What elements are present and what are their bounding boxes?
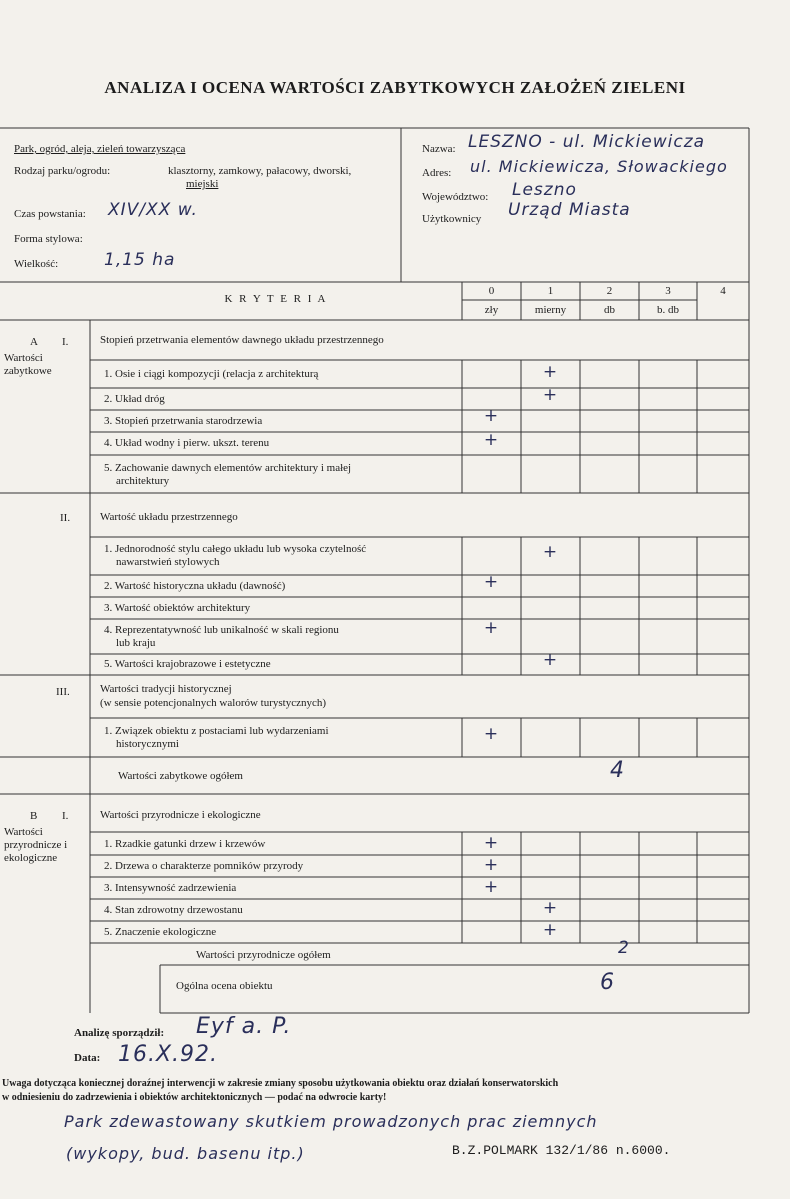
mark-b1-1: + xyxy=(483,833,500,853)
criterion-a2-2: 2. Wartość historyczna układu (dawność) xyxy=(104,580,286,592)
group-title-3a: Wartości tradycji historycznej xyxy=(100,683,232,695)
name-label: Nazwa: xyxy=(422,143,456,155)
park-type-label: Rodzaj parku/ogrodu: xyxy=(14,165,111,177)
col-1-name: mierny xyxy=(534,304,567,316)
section-a-roman: I. xyxy=(62,336,69,348)
mark-a2-4: + xyxy=(483,618,500,638)
overall-label: Ogólna ocena obiektu xyxy=(176,980,273,992)
users-value: Urząd Miasta xyxy=(508,200,631,220)
origin-value: XIV/XX w. xyxy=(108,200,198,220)
criteria-label: K R Y T E R I A xyxy=(224,293,328,305)
address-label: Adres: xyxy=(422,167,452,179)
mark-a2-2: + xyxy=(483,572,500,592)
col-3-number: 3 xyxy=(665,285,671,297)
province-value: Leszno xyxy=(512,180,577,200)
date-label: Data: xyxy=(74,1052,101,1064)
heritage-total-label: Wartości zabytkowe ogółem xyxy=(118,770,243,782)
criterion-b1-2: 2. Drzewa o charakterze pomników przyrody xyxy=(104,860,304,872)
nature-total-label: Wartości przyrodnicze ogółem xyxy=(196,949,331,961)
group-title-4: Wartości przyrodnicze i ekologiczne xyxy=(100,809,261,821)
criterion-a1-3: 3. Stopień przetrwania starodrzewia xyxy=(104,415,263,427)
nature-total-value: 2 xyxy=(618,938,630,958)
mark-a1-4: + xyxy=(483,430,500,450)
col-2-number: 2 xyxy=(606,285,613,297)
mark-a1-3: + xyxy=(483,406,500,426)
criterion-a1-5: 5. Zachowanie dawnych elementów architektury i małej architektury xyxy=(104,462,352,487)
criterion-a2-1: 1. Jednorodność stylu całego układu lub wysoka czytelność nawarstwień stylowych xyxy=(104,543,367,568)
group-title-1: Stopień przetrwania elementów dawnego układu przestrzennego xyxy=(100,334,384,346)
page-title: ANALIZA I OCENA WARTOŚCI ZABYTKOWYCH ZAŁOŻEŃ ZIELENI xyxy=(104,78,686,97)
users-label: Użytkownicy xyxy=(422,213,482,225)
mark-a2-5: + xyxy=(542,650,559,670)
group-title-3b: (w sensie potencjonalnych walorów turystycznych) xyxy=(100,697,327,709)
prepared-by-signature: Eyf a. P. xyxy=(196,1014,292,1039)
style-label: Forma stylowa: xyxy=(14,233,83,245)
object-kind-label: Park, ogród, aleja, zieleń towarzysząca xyxy=(14,143,186,155)
group-title-2: Wartość układu przestrzennego xyxy=(100,511,238,523)
park-type-options: klasztorny, zamkowy, pałacowy, dworski, xyxy=(168,165,352,177)
handwritten-note-1: Park zdewastowany skutkiem prowadzonych prac ziemnych xyxy=(64,1112,598,1131)
criterion-a2-5: 5. Wartości krajobrazowe i estetyczne xyxy=(104,658,271,670)
criterion-a1-1: 1. Osie i ciągi kompozycji (relacja z architekturą xyxy=(104,368,319,380)
col-4-number: 4 xyxy=(720,285,726,297)
section-a3-roman: III. xyxy=(56,686,70,698)
criterion-a3-1: 1. Związek obiektu z postaciami lub wydarzeniami historycznymi xyxy=(104,725,329,750)
mark-b1-3: + xyxy=(483,877,500,897)
criterion-a1-4: 4. Układ wodny i pierw. ukszt. terenu xyxy=(104,437,270,449)
park-type-selected: miejski xyxy=(186,178,219,190)
date-value: 16.X.92. xyxy=(118,1042,219,1067)
mark-a3-1: + xyxy=(483,724,500,744)
criterion-a2-3: 3. Wartość obiektów architektury xyxy=(104,602,251,614)
mark-b1-5: + xyxy=(542,920,559,940)
note-line-2: w odniesieniu do zadrzewienia i obiektów architektonicznych — podać na odwrocie karty! xyxy=(2,1092,387,1103)
col-0-name: zły xyxy=(484,304,499,316)
criterion-b1-4: 4. Stan zdrowotny drzewostanu xyxy=(104,904,243,916)
origin-label: Czas powstania: xyxy=(14,208,86,220)
col-3-name: b. db xyxy=(657,304,679,316)
mark-a2-1: + xyxy=(542,542,559,562)
address-value: ul. Mickiewicza, Słowackiego xyxy=(470,157,728,176)
criterion-a2-4: 4. Reprezentatywność lub unikalność w skali regionu lub kraju xyxy=(104,624,339,649)
province-label: Województwo: xyxy=(422,191,489,203)
section-b-name: Wartości przyrodnicze i ekologiczne xyxy=(4,826,68,864)
overall-value: 6 xyxy=(600,970,615,995)
section-b-letter: B xyxy=(30,810,38,822)
mark-b1-2: + xyxy=(483,855,500,875)
handwritten-note-2: (wykopy, bud. basenu itp.) xyxy=(66,1144,305,1163)
col-1-number: 1 xyxy=(547,285,554,297)
section-a-name: Wartości zabytkowe xyxy=(4,352,52,377)
mark-a1-1: + xyxy=(542,362,559,382)
name-value: LESZNO - ul. Mickiewicza xyxy=(468,132,706,152)
note-line-1: Uwaga dotycząca koniecznej doraźnej interwencji w zakresie zmiany sposobu użytkowania obiektu oraz działań konserwatorskich xyxy=(2,1078,559,1089)
col-2-name: db xyxy=(604,304,615,316)
section-b-roman: I. xyxy=(62,810,69,822)
section-a-letter: A xyxy=(30,336,38,348)
criterion-b1-3: 3. Intensywność zadrzewienia xyxy=(104,882,237,894)
section-a2-roman: II. xyxy=(60,512,71,524)
heritage-total-value: 4 xyxy=(610,758,625,783)
size-value: 1,15 ha xyxy=(104,250,176,270)
criterion-b1-5: 5. Znaczenie ekologiczne xyxy=(104,926,217,938)
mark-a1-2: + xyxy=(542,385,559,405)
criterion-b1-1: 1. Rzadkie gatunki drzew i krzewów xyxy=(104,838,266,850)
mark-b1-4: + xyxy=(542,898,559,918)
criterion-a1-2: 2. Układ dróg xyxy=(104,393,165,405)
prepared-by-label: Analizę sporządził: xyxy=(74,1027,165,1039)
size-label: Wielkość: xyxy=(14,258,59,270)
col-0-number: 0 xyxy=(488,285,495,297)
print-code: B.Z.POLMARK 132/1/86 n.6000. xyxy=(452,1143,671,1158)
